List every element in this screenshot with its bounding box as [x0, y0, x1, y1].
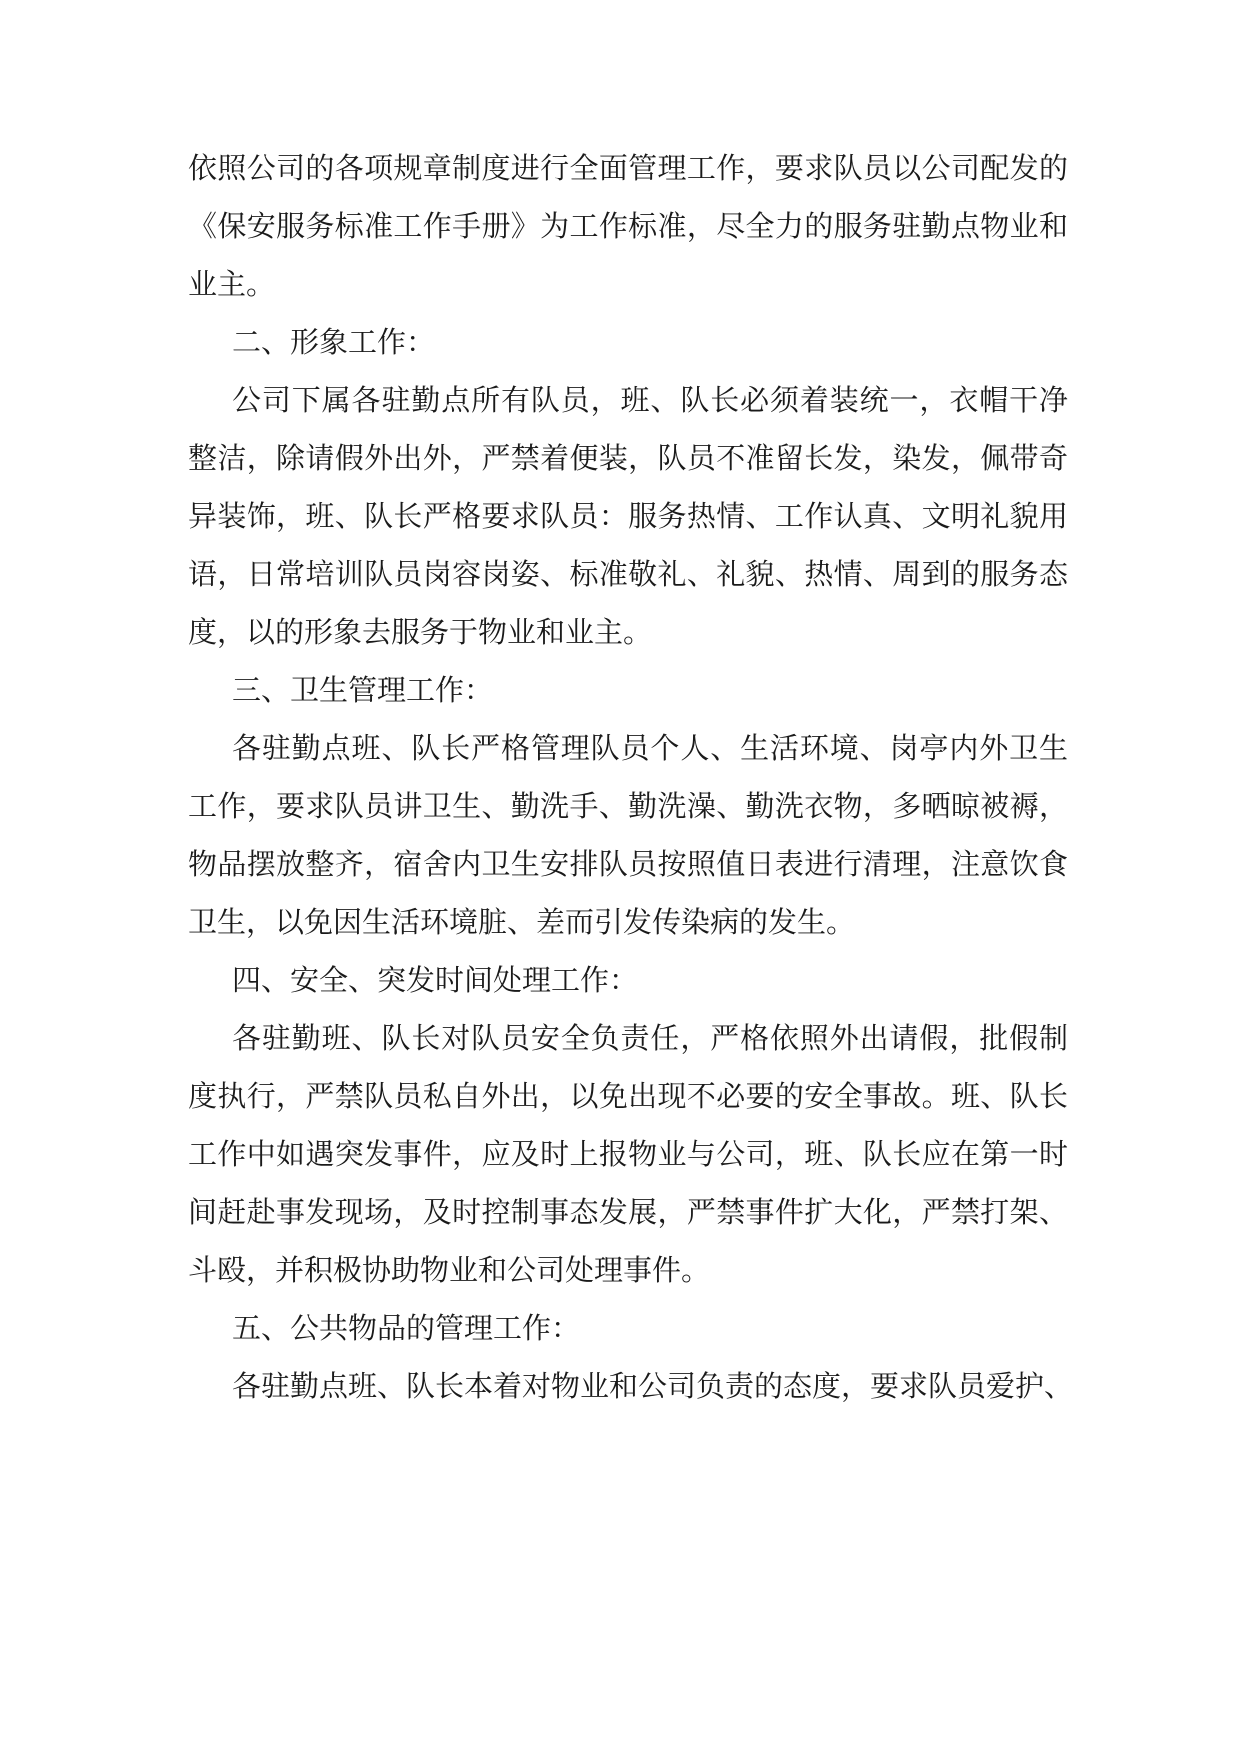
- paragraph-line: 各驻勤班、队长对队员安全负责任，严格依照外出请假，批假制: [232, 1021, 1068, 1055]
- paragraph-line: 物品摆放整齐，宿舍内卫生安排队员按照值日表进行清理，注意饮食: [188, 847, 1068, 881]
- paragraph-line: 业主。: [188, 267, 276, 301]
- paragraph-line: 卫生，以免因生活环境脏、差而引发传染病的发生。: [188, 905, 856, 939]
- paragraph-line: 各驻勤点班、队长本着对物业和公司负责的态度，要求队员爱护、: [232, 1369, 1074, 1403]
- paragraph-line: 公司下属各驻勤点所有队员，班、队长必须着装统一，衣帽干净: [232, 383, 1068, 417]
- paragraph-line: 《保安服务标准工作手册》为工作标准，尽全力的服务驻勤点物业和: [188, 209, 1068, 243]
- paragraph-line: 工作中如遇突发事件，应及时上报物业与公司，班、队长应在第一时: [188, 1137, 1068, 1171]
- section-heading: 四、安全、突发时间处理工作：: [232, 963, 639, 997]
- paragraph-line: 整洁，除请假外出外，严禁着便装，队员不准留长发，染发，佩带奇: [188, 441, 1068, 475]
- paragraph-line: 语，日常培训队员岗容岗姿、标准敬礼、礼貌、热情、周到的服务态: [188, 557, 1068, 591]
- paragraph-line: 度执行，严禁队员私自外出，以免出现不必要的安全事故。班、队长: [188, 1079, 1068, 1113]
- paragraph-line: 异装饰，班、队长严格要求队员：服务热情、工作认真、文明礼貌用: [188, 499, 1068, 533]
- paragraph-line: 间赶赴事发现场，及时控制事态发展，严禁事件扩大化，严禁打架、: [188, 1195, 1068, 1229]
- paragraph-line: 斗殴，并积极协助物业和公司处理事件。: [188, 1253, 711, 1287]
- paragraph-line: 各驻勤点班、队长严格管理队员个人、生活环境、岗亭内外卫生: [232, 731, 1068, 765]
- section-heading: 二、形象工作：: [232, 325, 436, 359]
- section-heading: 五、公共物品的管理工作：: [232, 1311, 581, 1345]
- paragraph-line: 工作，要求队员讲卫生、勤洗手、勤洗澡、勤洗衣物，多晒晾被褥，: [188, 789, 1068, 823]
- paragraph-line: 度，以的形象去服务于物业和业主。: [188, 615, 653, 649]
- section-heading: 三、卫生管理工作：: [232, 673, 494, 707]
- paragraph-line: 依照公司的各项规章制度进行全面管理工作，要求队员以公司配发的: [188, 151, 1068, 185]
